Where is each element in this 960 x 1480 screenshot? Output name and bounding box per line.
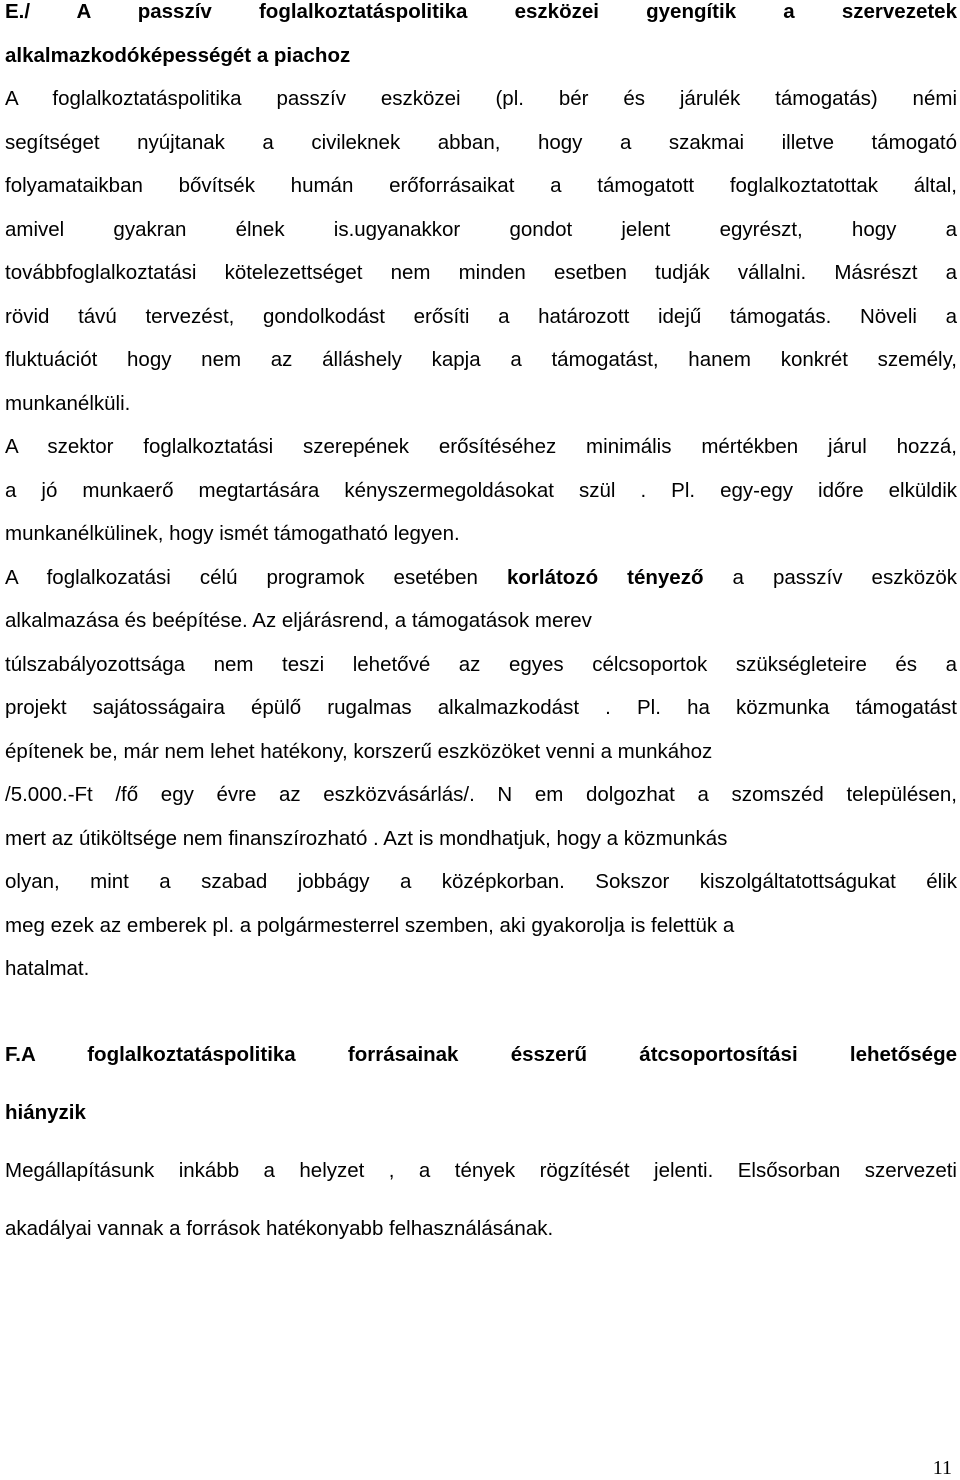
section-e-heading-line-1: E./ A passzív foglalkoztatáspolitika eszközei gyengítik a szervezetek bbox=[5, 0, 957, 23]
section-e-paragraph-2 bbox=[5, 425, 957, 556]
paragraph-3-suffix: a passzív eszközök bbox=[732, 565, 958, 589]
section-e-heading-line-2: alkalmazkodóképességét a piachoz bbox=[5, 43, 351, 67]
section-e-heading bbox=[5, 0, 957, 77]
paragraph-line: munkanélkülinek, hogy ismét támogatható legyen. bbox=[5, 522, 460, 545]
paragraph-line: továbbfoglalkoztatási kötelezettséget nem minden esetben tudják vállalni. Másrészt a bbox=[5, 261, 957, 284]
section-f-heading-line-1: F.A foglalkoztatáspolitika forrásainak ésszerű átcsoportosítási lehetősége bbox=[5, 1042, 957, 1066]
section-e-paragraph-3 bbox=[5, 556, 957, 991]
document-page bbox=[5, 0, 957, 1258]
paragraph-line: A foglalkoztatáspolitika passzív eszközei (pl. bér és járulék támogatás) némi bbox=[5, 87, 957, 110]
paragraph-line: Megállapításunk inkább a helyzet , a tények rögzítését jelenti. Elsősorban szervezeti bbox=[5, 1158, 957, 1182]
paragraph-line: amivel gyakran élnek is.ugyanakkor gondot jelent egyrészt, hogy a bbox=[5, 217, 957, 241]
paragraph-line: /5.000.-Ft /fő egy évre az eszközvásárlás/. N em dolgozhat a szomszéd településen, bbox=[5, 783, 957, 806]
emphasis-korlatozo-tenyezo: korlátozó tényező bbox=[506, 565, 704, 589]
paragraph-line: folyamataikban bővítsék humán erőforrásaikat a támogatott foglalkoztatottak által, bbox=[5, 174, 957, 197]
paragraph-line: fluktuációt hogy nem az álláshely kapja a támogatást, hanem konkrét személy, bbox=[5, 348, 957, 371]
paragraph-line: építenek be, már nem lehet hatékony, korszerű eszközöket venni a munkához bbox=[5, 739, 713, 763]
paragraph-line: akadályai vannak a források hatékonyabb felhasználásának. bbox=[5, 1216, 554, 1240]
section-e-paragraph-1 bbox=[5, 77, 957, 425]
section-spacer bbox=[5, 991, 957, 1026]
paragraph-line: munkanélküli. bbox=[5, 391, 131, 415]
page-number: 11 bbox=[932, 1457, 952, 1479]
paragraph-line: segítséget nyújtanak a civileknek abban, hogy a szakmai illetve támogató bbox=[5, 130, 957, 154]
section-f-heading-line-2: hiányzik bbox=[5, 1100, 86, 1124]
paragraph-line: a jó munkaerő megtartására kényszermegoldásokat szül . Pl. egy-egy időre elküldik bbox=[5, 478, 957, 502]
paragraph-line: alkalmazása és beépítése. Az eljárásrend, a támogatások merev bbox=[5, 609, 592, 632]
paragraph-line: meg ezek az emberek pl. a polgármesterrel szemben, aki gyakorolja is felettük a bbox=[5, 913, 735, 937]
section-f-paragraph bbox=[5, 1142, 957, 1258]
paragraph-line: A szektor foglalkoztatási szerepének erősítéséhez minimális mértékben járul hozzá, bbox=[5, 435, 957, 458]
paragraph-line: olyan, mint a szabad jobbágy a középkorban. Sokszor kiszolgáltatottságukat élik bbox=[5, 870, 957, 893]
paragraph-line: túlszabályozottsága nem teszi lehetővé az egyes célcsoportok szükségleteire és a bbox=[5, 652, 957, 676]
paragraph-3-prefix: A foglalkozatási célú programok esetében bbox=[5, 565, 478, 589]
section-f-heading bbox=[5, 1026, 957, 1142]
paragraph-line: rövid távú tervezést, gondolkodást erősíti a határozott idejű támogatás. Növeli a bbox=[5, 304, 957, 328]
paragraph-line: mert az útiköltsége nem finanszírozható . Azt is mondhatjuk, hogy a közmunkás bbox=[5, 826, 728, 850]
paragraph-line: hatalmat. bbox=[5, 957, 90, 980]
paragraph-line: projekt sajátosságaira épülő rugalmas alkalmazkodást . Pl. ha közmunka támogatást bbox=[5, 696, 957, 719]
paragraph-line-with-emphasis bbox=[5, 556, 957, 600]
